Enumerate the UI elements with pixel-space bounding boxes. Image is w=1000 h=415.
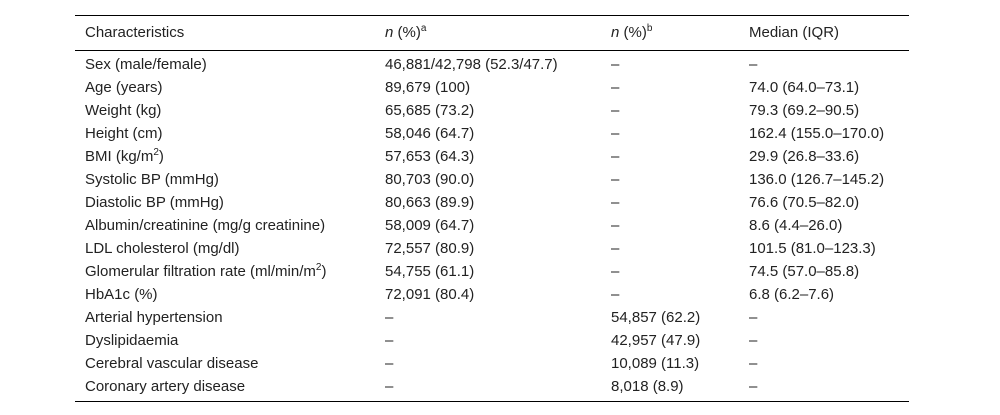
cell-n-percent-a [385,51,611,77]
cell-n-percent-b [611,260,749,283]
cell-n-percent-b [611,191,749,214]
cell-characteristic [75,329,385,352]
cell-n-percent-b-text: – [611,171,620,188]
header-text: Median (IQR) [749,24,840,41]
cell-characteristic [75,122,385,145]
cell-median-iqr [749,214,909,237]
cell-median-iqr [749,237,909,260]
cell-characteristic [75,214,385,237]
header-characteristics [75,16,385,51]
table-row [75,352,909,375]
header-text: (%) [619,24,647,41]
cell-median-iqr-text: – [749,309,758,326]
table-row [75,283,909,306]
cell-n-percent-b [611,306,749,329]
header-median-iqr [749,16,909,51]
cell-characteristic-text: Sex (male/female) [85,56,207,73]
cell-n-percent-b-text: – [611,240,620,257]
cell-median-iqr [749,99,909,122]
cell-n-percent-b [611,168,749,191]
characteristics-table-container [75,15,909,402]
table-row [75,76,909,99]
cell-median-iqr-text: – [749,355,758,372]
cell-n-percent-b-text: – [611,102,620,119]
cell-characteristic [75,375,385,402]
cell-n-percent-a-text: 58,046 (64.7) [385,125,475,142]
cell-characteristic [75,260,385,283]
cell-n-percent-a [385,283,611,306]
cell-characteristic [75,306,385,329]
table-row [75,51,909,77]
cell-median-iqr [749,122,909,145]
cell-median-iqr [749,375,909,402]
cell-characteristic-text: Diastolic BP (mmHg) [85,194,224,211]
cell-n-percent-b [611,76,749,99]
cell-n-percent-a [385,352,611,375]
cell-median-iqr-text: – [749,378,758,395]
label-suffix: ) [158,148,164,165]
label-suffix: ) [321,263,327,280]
cell-n-percent-a-text: 89,679 (100) [385,79,471,96]
cell-n-percent-a [385,145,611,168]
cell-characteristic-text: Coronary artery disease [85,378,246,395]
cell-median-iqr-text: – [749,56,758,73]
cell-median-iqr [749,191,909,214]
cell-n-percent-a-text: – [385,309,394,326]
cell-median-iqr-text: 136.0 (126.7–145.2) [749,171,885,188]
characteristics-table [75,15,909,402]
table-row [75,168,909,191]
cell-n-percent-b [611,237,749,260]
header-text: (%) [393,24,421,41]
cell-characteristic-text: Height (cm) [85,125,163,142]
cell-n-percent-a [385,99,611,122]
cell-n-percent-b [611,352,749,375]
table-row [75,214,909,237]
cell-n-percent-a [385,237,611,260]
cell-n-percent-b [611,283,749,306]
cell-n-percent-a [385,168,611,191]
cell-median-iqr [749,76,909,99]
table-row [75,122,909,145]
cell-median-iqr-text: 79.3 (69.2–90.5) [749,102,860,119]
cell-n-percent-b [611,214,749,237]
cell-n-percent-b-text: – [611,286,620,303]
cell-characteristic-text: Albumin/creatinine (mg/g creatinine) [85,217,326,234]
cell-n-percent-a-text: 80,703 (90.0) [385,171,475,188]
cell-median-iqr-text: 74.0 (64.0–73.1) [749,79,860,96]
cell-n-percent-a-text: 57,653 (64.3) [385,148,475,165]
superscript: 2 [315,262,322,273]
cell-n-percent-b [611,99,749,122]
table-row [75,99,909,122]
cell-n-percent-b-text: 42,957 (47.9) [611,332,701,349]
cell-median-iqr-text: 29.9 (26.8–33.6) [749,148,860,165]
cell-n-percent-a-text: 72,091 (80.4) [385,286,475,303]
cell-n-percent-b-text: 54,857 (62.2) [611,309,701,326]
table-row [75,260,909,283]
table-row [75,375,909,402]
header-n-percent-a [385,16,611,51]
cell-n-percent-a [385,375,611,402]
cell-n-percent-b [611,145,749,168]
cell-n-percent-a-text: – [385,332,394,349]
cell-n-percent-a [385,122,611,145]
table-row [75,329,909,352]
cell-characteristic [75,352,385,375]
table-header [75,16,909,51]
cell-characteristic [75,51,385,77]
cell-n-percent-a [385,76,611,99]
cell-n-percent-b-text: – [611,148,620,165]
header-italic: n [385,24,394,41]
cell-n-percent-b-text: – [611,125,620,142]
cell-characteristic-text: Age (years) [85,79,163,96]
cell-median-iqr [749,352,909,375]
header-row [75,16,909,51]
cell-characteristic [75,283,385,306]
cell-characteristic [75,237,385,260]
cell-n-percent-b [611,122,749,145]
cell-characteristic-text: Weight (kg) [85,102,162,119]
cell-median-iqr-text: 162.4 (155.0–170.0) [749,125,885,142]
cell-median-iqr-text: 8.6 (4.4–26.0) [749,217,843,234]
cell-median-iqr [749,168,909,191]
cell-n-percent-a-text: 65,685 (73.2) [385,102,475,119]
cell-n-percent-a-text: 46,881/42,798 (52.3/47.7) [385,56,558,73]
cell-n-percent-a-text: – [385,355,394,372]
cell-n-percent-b-text: – [611,79,620,96]
cell-median-iqr [749,51,909,77]
cell-n-percent-a-text: – [385,378,394,395]
header-text: Characteristics [85,24,185,41]
cell-median-iqr [749,260,909,283]
cell-n-percent-b-text: 8,018 (8.9) [611,378,684,395]
cell-characteristic [75,99,385,122]
cell-n-percent-b-text: – [611,56,620,73]
cell-n-percent-a [385,191,611,214]
cell-n-percent-a [385,260,611,283]
cell-n-percent-a-text: 80,663 (89.9) [385,194,475,211]
cell-median-iqr [749,283,909,306]
table-row [75,306,909,329]
header-italic: n [611,24,620,41]
cell-median-iqr [749,329,909,352]
cell-characteristic-text: Dyslipidaemia [85,332,179,349]
cell-median-iqr [749,145,909,168]
header-n-percent-b [611,16,749,51]
cell-n-percent-a-text: 72,557 (80.9) [385,240,475,257]
table-body [75,51,909,402]
header-footnote-mark: a [420,23,427,34]
cell-characteristic-text: Glomerular filtration rate (ml/min/m [85,263,316,280]
cell-median-iqr-text: 6.8 (6.2–7.6) [749,286,835,303]
cell-characteristic-text: Systolic BP (mmHg) [85,171,219,188]
header-footnote-mark: b [646,23,653,34]
superscript: 2 [153,147,159,158]
cell-n-percent-b [611,51,749,77]
cell-characteristic [75,76,385,99]
cell-n-percent-b [611,375,749,402]
cell-n-percent-b-text: – [611,217,620,234]
cell-n-percent-b-text: 10,089 (11.3) [611,355,700,372]
cell-characteristic-text: HbA1c (%) [85,286,158,303]
cell-n-percent-b-text: – [611,263,620,280]
cell-n-percent-a [385,214,611,237]
cell-characteristic-text: Cerebral vascular disease [85,355,259,372]
cell-characteristic-text: BMI (kg/m [85,148,154,165]
cell-n-percent-a-text: 58,009 (64.7) [385,217,475,234]
table-row [75,237,909,260]
cell-median-iqr-text: – [749,332,758,349]
table-row [75,145,909,168]
cell-n-percent-b-text: – [611,194,620,211]
cell-characteristic [75,145,385,168]
cell-median-iqr-text: 76.6 (70.5–82.0) [749,194,860,211]
cell-median-iqr-text: 101.5 (81.0–123.3) [749,240,876,257]
table-row [75,191,909,214]
cell-n-percent-a [385,329,611,352]
cell-characteristic-text: LDL cholesterol (mg/dl) [85,240,240,257]
cell-median-iqr-text: 74.5 (57.0–85.8) [749,263,860,280]
cell-characteristic-text: Arterial hypertension [85,309,223,326]
cell-median-iqr [749,306,909,329]
cell-n-percent-a [385,306,611,329]
cell-n-percent-a-text: 54,755 (61.1) [385,263,475,280]
cell-characteristic [75,191,385,214]
cell-n-percent-b [611,329,749,352]
cell-characteristic [75,168,385,191]
